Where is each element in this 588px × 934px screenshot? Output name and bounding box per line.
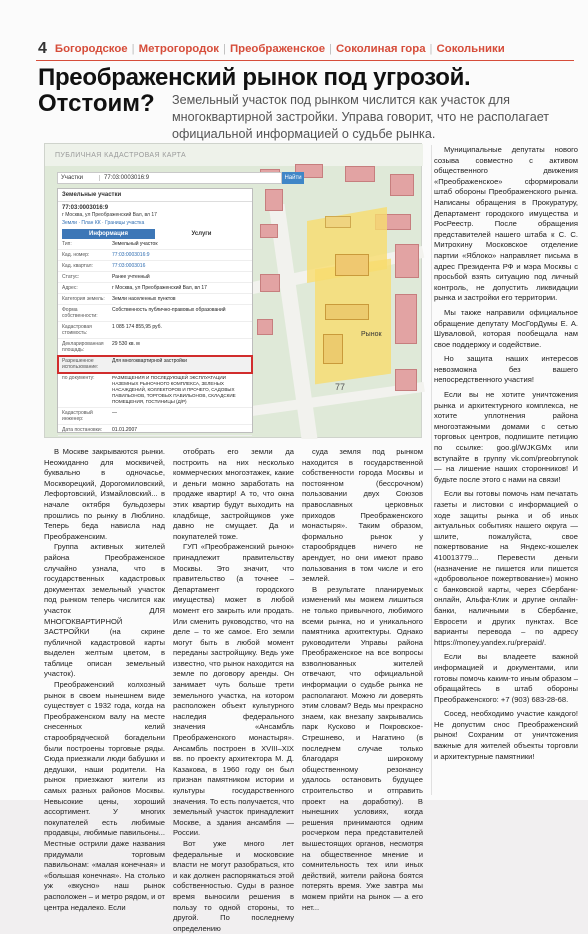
map-label-market: Рынок xyxy=(361,331,382,338)
section-sokolinaya-gora: Соколиная гора xyxy=(336,43,426,55)
panel-title: Земельные участки xyxy=(58,189,252,202)
article-paragraph: Сосед, необходимо участие каждого! Не допустим снос Преображенский рынок! Сохраним от уничтожения важные для жителей объекты торговли и архитектурные памятники! xyxy=(434,709,578,761)
attribute-value: Собственность публично-правовых образований xyxy=(112,307,226,313)
article-paragraph: Но защита наших интересов невозможна без вашего непосредственного участия! xyxy=(434,354,578,385)
attribute-value[interactable]: 77:03:0003016:9 xyxy=(112,252,150,258)
article-paragraph: Муниципальные депутаты нового созыва совместно с активом общественного движения «Преображенское» сформировали штаб обороны Преображенского рынка. Написаны обращения в Прокуратуру, Департамент городского имущества и РосРеестр. После обращения представителей нашего штаба к С. С. Митрохину Московское отделение партии «Яблоко» направляет письма в адрес Президента РФ и мэра Москвы с просьбой взять ситуацию под личный контроль, не допустить ликвидации рынка и застройки его территории. xyxy=(434,145,578,303)
map-title: ПУБЛИЧНАЯ КАДАСТРОВАЯ КАРТА xyxy=(55,152,187,159)
parcel-attribute-row xyxy=(58,250,252,261)
permitted-use-row xyxy=(58,356,252,373)
parcel-attribute-row xyxy=(58,272,252,283)
attribute-label: Кадастровая стоимость: xyxy=(62,324,92,336)
permitted-use-label: Разрешенное использование: xyxy=(62,358,99,370)
section-bogorodskoe: Богородское xyxy=(54,43,128,55)
parcel-attribute-row xyxy=(58,239,252,250)
attribute-label: Статус: xyxy=(62,274,80,280)
article-paragraph: Мы также направили официальное обращение депутату МосГорДумы Е. А. Шуваловой, которая пообещала нам свое поддержку и содействие. xyxy=(434,307,578,349)
map-search-bar[interactable] xyxy=(57,172,282,184)
article-column-3 xyxy=(302,447,423,913)
parcel-attribute-row xyxy=(58,261,252,272)
column-divider xyxy=(431,145,432,795)
search-type-select[interactable]: Участки xyxy=(58,175,100,181)
attribute-value: 1 085 174 855,95 руб. xyxy=(112,324,162,330)
article-paragraph: В Москве закрываются рынки. Неожиданно для москвичей, буквально в одночасье, Москворецкий, Дорогомиловский, Лефортовский, Измайловский... в начале октября бульдозеры прошлись по рынку в Люблино. Теперь беда нависла над Преображенским. xyxy=(44,447,165,541)
article-column-1 xyxy=(44,447,165,913)
article-paragraph: ГУП «Преображенский рынок» принадлежит правительству Москвы. Это значит, что правительство (а точнее – Департамент городского имущества) может в любой момент его закрыть или продать. Или сменить руководство, что на деле – то же самое. Его земли могут быть в любой момент переданы застройщику. Ведь уже известно, что рынок находится на земле по договору аренды. Он занимает чуть больше трети земельного участка, на котором расположен объект культурного наследия федерального значения «Ансамбль Преображенского монастыря». Ансамбль построен в XVIII–XIX вв. по проекту архитектора М. Д. Казакова, в 1960 году он был признан памятником истории и культуры государственного значения. То есть получается, что земельный участок принадлежит Москве, а здания ансамбля — России. xyxy=(173,542,294,838)
tab-services[interactable]: Услуги xyxy=(191,231,212,237)
headline-line2: Отстоим? xyxy=(38,90,155,117)
article-paragraph: Если вы готовы помочь нам печатать газеты и листовки с информацией о ходе защиты рынка и об иных актуальных событиях нашего округа — шлите, пожалуйста, свое пожертвование на Яндекс-кошелек 410013779... Перевести деньги (назначение не пишется или пишется «добровольное пожертвование») можно с банковской карты, через Сбербанк-онлайн, Альфа-Клик и другие онлайн-банки, наличными в Сбербанке, Евросети и других пунктах. Все варианты перевода – по адресу https://money.yandex.ru/prepaid/. xyxy=(434,489,578,647)
attribute-value: г Москва, ул Преображенский Вал, вл 17 xyxy=(112,285,207,291)
attribute-label: Категория земель: xyxy=(62,296,105,302)
attribute-value: 29 530 кв. м xyxy=(112,341,140,347)
attribute-label: Тип: xyxy=(62,241,72,247)
section-metrogorodok: Метрогородок xyxy=(138,43,219,55)
parcel-attribute-row xyxy=(58,322,252,339)
by-document-value: РАЗМЕЩЕНИЯ И ПОСЛЕДУЮЩЕЙ ЭКСПЛУАТАЦИИ НАЗЕМНЫХ РЫНОЧНОГО КОМПЛЕКСА, ЗЕЛЕНЫХ НАСАЖДЕНИЙ, КОЛЛЕКТОРОВ И ПРОЧЕГО, САДОВЫХ ПАВИЛЬОНОВ, ТОРГОВЫХ ПАВИЛЬОНОВ, СКЛАДСКИЕ ПОМЕЩЕНИЯ, ГОСТИНИЦЫ (Д/Р) xyxy=(112,375,236,404)
attribute-value: Ранее учтенный xyxy=(112,274,150,280)
map-label-77: 77 xyxy=(335,382,346,392)
section-sokolniki: Сокольники xyxy=(436,43,505,55)
attribute-label: Декларированная площадь: xyxy=(62,341,104,353)
parcel-attribute-row xyxy=(58,339,252,356)
parcel-links[interactable]: Земли · План КК · Границы участка xyxy=(62,220,145,226)
article-paragraph: суда земля под рынком находится в государственной собственности города Москвы и постоянном (бессрочном) пользовании двух Союзов православных церковных приходов Преображенского монастыря». Таким образом, формально рынок у старообрядцев ничего не арендует, но они имеют право пользования в том числе и его землей. xyxy=(302,447,423,584)
article-paragraph: В результате планируемых изменений мы можем лишиться не только привычного, любимого всеми рынка, но и уникального памятника архитектуры. Однако руководители Управы района Преображенское на все вопросы взволнованных жителей отвечают, что официальной информации о судьбе рынка не располагают. Можно ли доверять этим словам? Ведь мы прекрасно знаем, как внезапу закрывались парк Кусково и Покровское-Стрешнево, и Нагатино (в последнем случае только благодаря широкому общественному резонансу удалось остановить будущее строительство и отправить проект на доработку). В нынешних условиях, когда решения принимаются одним росчерком пера представителей вышестоящих органов, несмотря на общественное мнение и сомнительность тех или иных действий, жители района боятся потерять время. Уже завтра мы можем прийти на рынок — а его нет... xyxy=(302,584,423,912)
section-preobrazhenskoe: Преображенское xyxy=(229,43,326,55)
header-rule xyxy=(36,60,574,61)
page-header: 4 Богородское | Метрогородок | Преображенское | Соколиная гора | Сокольники xyxy=(38,40,505,57)
attribute-label: Кад. квартал: xyxy=(62,263,93,269)
by-document-row xyxy=(58,373,252,408)
article-paragraph: Вот уже много лет федеральные и московские власти не могут разобраться, кто и как должен распоряжаться этой собственностью. Суды в разное время выносили решения в пользу то одной стороны, то другой. По последнему определению xyxy=(173,838,294,933)
date-row xyxy=(58,425,252,436)
article-column-4 xyxy=(434,145,578,766)
cadastral-map-image xyxy=(44,143,422,438)
find-button[interactable]: Найти xyxy=(282,172,304,184)
search-input[interactable]: 77:03:0003016:9 xyxy=(104,175,150,181)
panel-tabs xyxy=(62,229,248,239)
attribute-label: Адрес: xyxy=(62,285,78,291)
article-paragraph: отобрать его земли да построить на них несколько коммерческих многоэтажек, какие и деньги можно заработать на продаже квартир! А то, что окна этих квартир будут выходить на кладбище, застройщиков уже давно не смущает. Да и покупателей тоже. xyxy=(173,447,294,541)
by-document-label: по документу: xyxy=(62,375,95,381)
parcel-attribute-row xyxy=(58,283,252,294)
date-label: Дата постановки: xyxy=(62,427,103,433)
attribute-label: Кад. номер: xyxy=(62,252,90,258)
attribute-label: Форма собственности: xyxy=(62,307,98,319)
engineer-row xyxy=(58,408,252,425)
engineer-label: Кадастровый инженер: xyxy=(62,410,93,422)
parcel-address: г Москва, ул Преображенский Вал, вл 17 xyxy=(62,212,157,218)
attribute-value[interactable]: 77:03:0003016 xyxy=(112,263,146,269)
lead-paragraph: Земельный участок под рынком числится как участок для многоквартирной застройки. Управа говорит, что не располагает официальной информацией о судьбе рынка. xyxy=(172,93,550,141)
article-paragraph: Если вы не хотите уничтожения рынка и архитектурного комплекса, не хотите уплотнения района многоэтажными домами с сетью торговых центров, подпишите петицию по ссылке: goo.gl/WJKGMx или вступайте в группу vk.com/preobrrynok — на лишение наших сторонников! И будьте после этого с нами на связи! xyxy=(434,390,578,484)
parcel-info-panel xyxy=(57,188,253,433)
parcel-attribute-row xyxy=(58,305,252,322)
parcel-number: 77:03:0003016:9 xyxy=(62,205,109,211)
article-paragraph: Группа активных жителей района Преображенское случайно узнала, что в государственных кадастровых документах земельный участок под рынком теперь числится как участок ДЛЯ МНОГОКВАРТИРНОЙ ЗАСТРОЙКИ (на скрине публичной кадастровой карты выделен желтым цветом, в таблице описан земельный участок). xyxy=(44,542,165,679)
parcel-attribute-row xyxy=(58,294,252,305)
headline-line1: Преображенский рынок под угрозой. xyxy=(38,64,471,91)
article-column-2 xyxy=(173,447,294,934)
tab-info[interactable]: Информация xyxy=(62,229,155,239)
engineer-value: — xyxy=(112,410,117,416)
date-value: 01.01.2007 xyxy=(112,427,138,433)
permitted-use-value: Для многоквартирной застройки xyxy=(112,358,187,364)
attribute-value: Земли населенных пунктов xyxy=(112,296,176,302)
article-paragraph: Преображенский колхозный рынок в своем нынешнем виде существует с 1932 года, когда на Преображенском валу на месте снесенных келий старообрядческой богадельни были построены торговые ряды. Сюда приезжали люди бабушки и дедушки, наши родители. На рынок приезжают жители из самых разных районов Москвы. Невысокие цены, хороший ассортимент. У многих покупателей есть любимые продавцы, любимые павильоны... Местные острили даже названия придумали торговым павильонам: «малая конечная» и «большая конечная». На столько уж «вкусно» наш рынок расположен – и метро рядом, и от центра недалеко. Если xyxy=(44,680,165,912)
article-paragraph: Если вы владеете важной информацией и документами, или готовы помочь каким-то иным образом – обращайтесь в штаб обороны Преображенского: +7 (903) 683-28-68. xyxy=(434,652,578,704)
attribute-value: Земельный участок xyxy=(112,241,158,247)
page-number: 4 xyxy=(38,40,47,57)
